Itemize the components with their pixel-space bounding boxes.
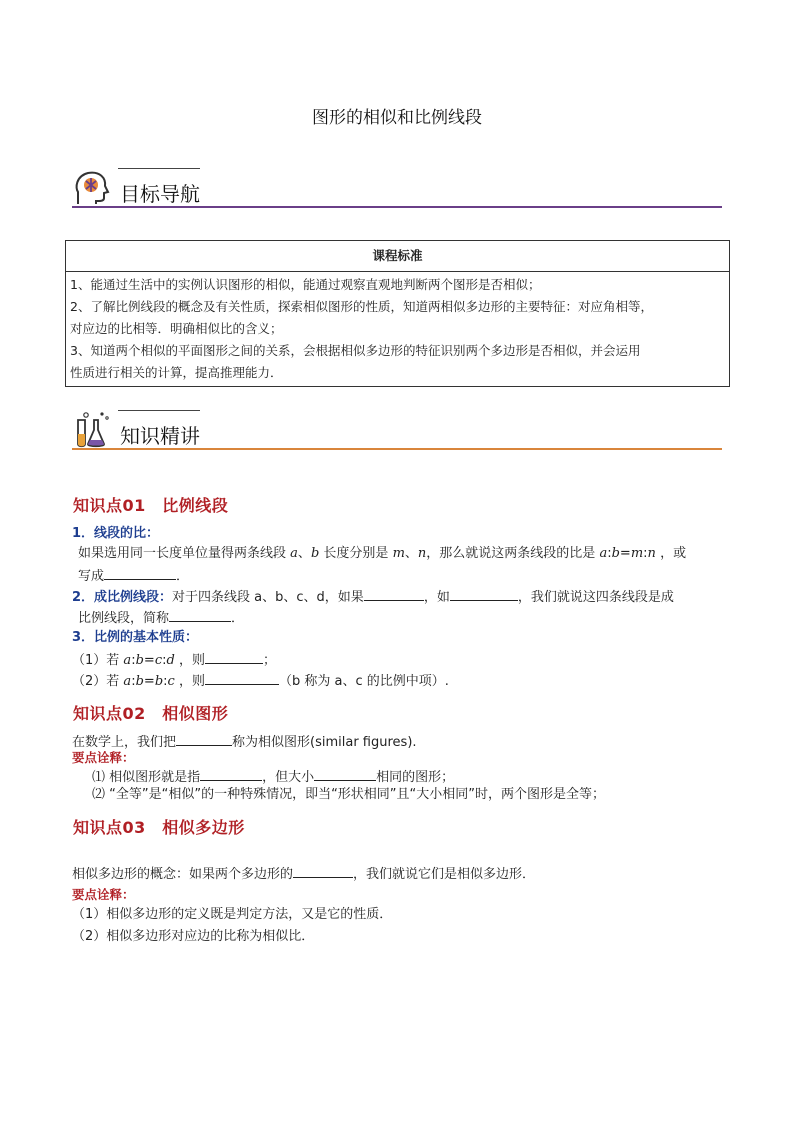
answer-blank[interactable]	[314, 767, 376, 781]
kp01-heading: 知识点01 比例线段	[73, 496, 229, 515]
section-knowledge-divider	[72, 448, 722, 450]
standards-line: 2、了解比例线段的概念及有关性质，探索相似图形的性质，知道两相似多边形的主要特征：对应角相等，	[70, 299, 653, 314]
answer-blank[interactable]	[104, 566, 176, 580]
kp02-note-1: ⑴ 相似图形就是指 ，但大小 相同的图形；	[92, 767, 454, 787]
kp03-heading: 知识点03 相似多边形	[73, 818, 245, 837]
lab-flask-icon	[72, 410, 112, 450]
answer-blank[interactable]	[205, 650, 263, 664]
standards-line: 对应边的比相等．明确相似比的含义；	[70, 321, 283, 336]
kp03-note-1: （1）相似多边形的定义既是判定方法，又是它的性质．	[72, 907, 393, 922]
answer-blank[interactable]	[205, 671, 279, 685]
kp01-property-2: （2）若 a:b=b:c ，则 （b 称为 a、c 的比例中项）.	[72, 671, 449, 691]
answer-blank[interactable]	[176, 732, 232, 746]
kp01-item3-label: 3．比例的基本性质：	[72, 630, 199, 645]
kp01-item1-label: 1．线段的比：	[72, 526, 160, 541]
kp01-item1-line1: 如果选用同一长度单位量得两条线段 a、b 长度分别是 m、n，那么就说这两条线段的比是 a:b=m:n ，或	[78, 546, 687, 561]
answer-blank[interactable]	[364, 587, 424, 601]
kp01-item2-line1: 2．成比例线段：对于四条线段 a、b、c、d，如果 ，如 ，我们就说这四条线段是成	[72, 587, 674, 607]
section-goals-divider	[72, 206, 722, 208]
answer-blank[interactable]	[169, 608, 231, 622]
brain-head-icon	[72, 168, 112, 208]
answer-blank[interactable]	[200, 767, 262, 781]
section-knowledge-label: 知识精讲	[120, 424, 200, 448]
section-goals-label: 目标导航	[120, 182, 200, 206]
kp02-note-label: 要点诠释：	[72, 750, 135, 765]
standards-body	[66, 272, 729, 386]
kp01-item2-line2: 比例线段，简称 ．	[78, 608, 244, 628]
kp02-heading: 知识点02 相似图形	[73, 704, 229, 723]
kp03-note-label: 要点诠释：	[72, 887, 135, 902]
kp01-item1-line2: 写成 ．	[78, 566, 189, 586]
section-goals-header	[72, 168, 722, 208]
standards-header: 课程标准	[66, 241, 729, 272]
page-title: 图形的相似和比例线段	[312, 108, 482, 128]
answer-blank[interactable]	[450, 587, 518, 601]
kp02-definition: 在数学上，我们把 称为相似图形(similar figures).	[72, 732, 417, 752]
section-decor-line	[118, 168, 200, 169]
kp02-note-2: ⑵ “全等”是“相似”的一种特殊情况，即当“形状相同”且“大小相同”时，两个图形是全等；	[92, 787, 606, 802]
standards-line: 性质进行相关的计算，提高推理能力．	[70, 365, 283, 380]
kp03-definition: 相似多边形的概念：如果两个多边形的 ，我们就说它们是相似多边形．	[72, 864, 535, 884]
section-knowledge-header	[72, 410, 722, 450]
standards-line: 1、能通过生活中的实例认识图形的相似，能通过观察直观地判断两个图形是否相似；	[70, 277, 541, 292]
kp03-note-2: （2）相似多边形对应边的比称为相似比．	[72, 929, 315, 944]
course-standards-table	[65, 240, 730, 387]
standards-line: 3、知道两个相似的平面图形之间的关系，会根据相似多边形的特征识别两个多边形是否相似，并会运用	[70, 343, 641, 358]
kp01-property-1: （1）若 a:b=c:d ，则 ；	[72, 650, 276, 670]
section-decor-line	[118, 410, 200, 411]
answer-blank[interactable]	[293, 864, 353, 878]
